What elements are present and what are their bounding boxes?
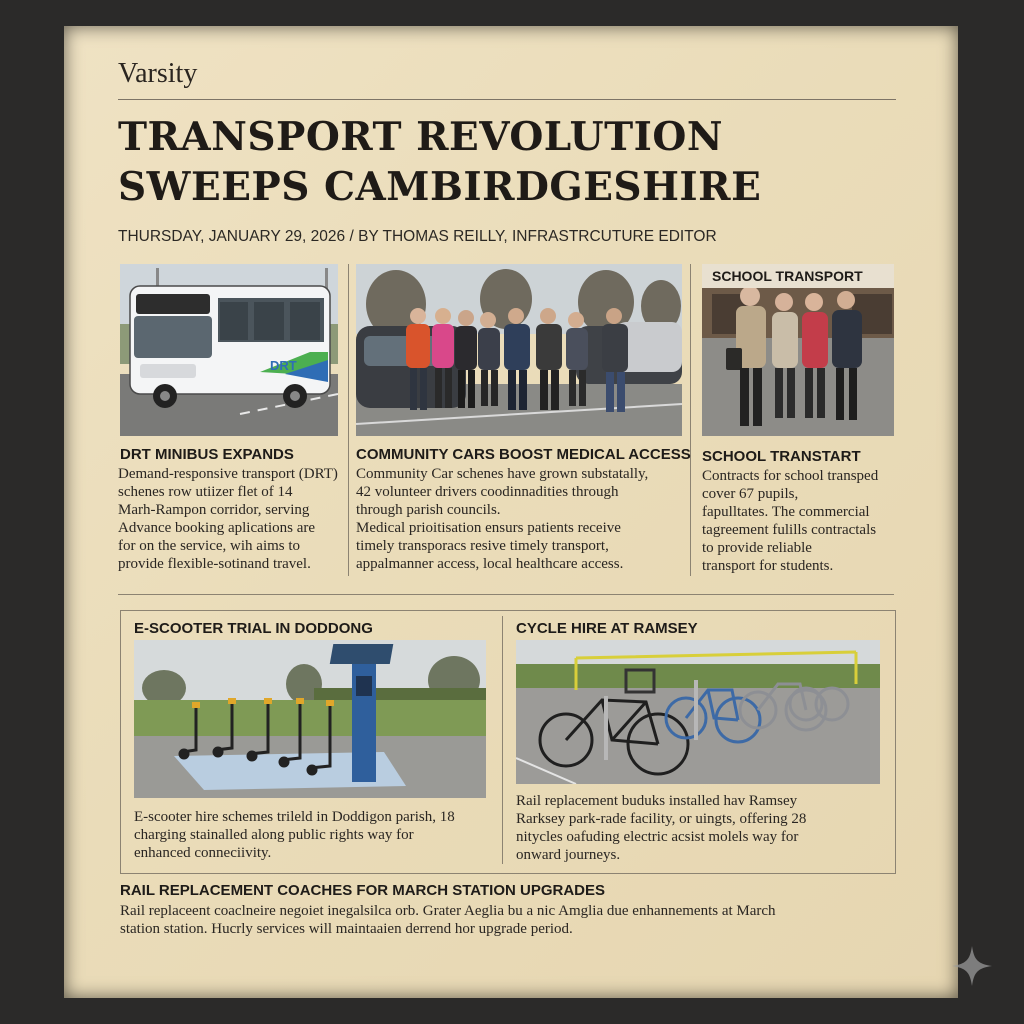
community-body-line: Community Car schenes have grown substatally, xyxy=(356,466,649,482)
drt-body-line: schenes row utiizer flet of 14 xyxy=(118,484,293,500)
school-photo-tag: SCHOOL TRANSPORT xyxy=(702,264,894,288)
escooter-body-line: charging stainalled along public rights way for xyxy=(134,827,414,843)
headline-line-2: SWEEPS CAMBIRDGESHIRE xyxy=(118,164,762,210)
community-body-line: 42 volunteer drivers coodinnadities through xyxy=(356,484,619,500)
masthead: Varsity xyxy=(118,58,198,89)
drt-body-line: Advance booking aplications are xyxy=(118,520,316,536)
rail-kicker: RAIL REPLACEMENT COACHES FOR MARCH STATION UPGRADES xyxy=(120,882,606,899)
escooter-kicker: E-SCOOTER TRIAL IN DODDONG xyxy=(134,620,373,637)
masthead-rule xyxy=(118,99,896,100)
school-body-line: Contracts for school transped xyxy=(702,468,879,484)
rail-body xyxy=(120,902,910,938)
section-divider xyxy=(118,594,894,595)
drt-body-line: for on the service, wih aims to xyxy=(118,538,301,554)
drt-body-line: Demand-responsive transport (DRT) xyxy=(118,466,338,482)
cycle-body-line: Rarksey park-rade facility, or uingts, offering 28 xyxy=(516,811,807,827)
drt-bus-photo xyxy=(120,264,338,436)
community-body-line: appalmanner access, local healthcare access. xyxy=(356,556,624,572)
school-body-line: transport for students. xyxy=(702,558,834,574)
column-divider-1 xyxy=(348,264,349,576)
rail-body-line: Rail replaceent coaclneire negoiet inegalsilca orb. Grater Aeglia bu a nic Amglia due enhannements at March xyxy=(120,903,776,919)
community-body-line: Medical prioitisation ensurs patients receive xyxy=(356,520,621,536)
school-transport-photo xyxy=(702,264,894,436)
rail-body-line: station station. Hucrly services will maintaaien derrend hor upgrade period. xyxy=(120,921,573,937)
sparkle-icon xyxy=(950,944,994,988)
column-divider-2 xyxy=(690,264,691,576)
cycle-body xyxy=(516,792,886,864)
community-body xyxy=(356,465,686,573)
escooter-body xyxy=(134,808,494,862)
community-cars-photo xyxy=(356,264,682,436)
bus-livery-text: DRT xyxy=(270,358,297,373)
escooter-body-line: enhanced conneciivity. xyxy=(134,845,272,861)
school-body-line: to provide reliable xyxy=(702,540,812,556)
minibus-shape xyxy=(130,286,330,408)
school-kicker: SCHOOL TRANSTART xyxy=(702,448,861,465)
cycle-body-line: nitycles oafuding electric acsist molels way for xyxy=(516,829,799,845)
school-body xyxy=(702,467,902,575)
drt-body-line: Marh-Rampon corridor, serving xyxy=(118,502,310,518)
headline-line-1: TRANSPORT REVOLUTION xyxy=(118,114,723,160)
drt-body-line: provide flexible-sotinand travel. xyxy=(118,556,311,572)
column-divider-3 xyxy=(502,616,503,864)
cycle-body-line: Rail replacement buduks installed hav Ramsey xyxy=(516,793,798,809)
school-body-line: fapulltates. The commercial xyxy=(702,504,870,520)
community-body-line: through parish councils. xyxy=(356,502,501,518)
cycle-hire-photo xyxy=(516,640,880,804)
cycle-kicker: CYCLE HIRE AT RAMSEY xyxy=(516,620,698,637)
community-body-line: timely transporacs resive timely transport, xyxy=(356,538,609,554)
escooter-photo xyxy=(134,640,486,798)
school-body-line: cover 67 pupils, xyxy=(702,486,799,502)
page-headline xyxy=(118,112,918,212)
community-kicker: COMMUNITY CARS BOOST MEDICAL ACCESS xyxy=(356,446,691,463)
byline: THURSDAY, JANUARY 29, 2026 / BY THOMAS REILLY, INFRASTRCUTURE EDITOR xyxy=(118,228,717,245)
cycle-body-line: onward journeys. xyxy=(516,847,621,863)
drt-kicker: DRT MINIBUS EXPANDS xyxy=(120,446,294,463)
drt-body xyxy=(118,465,348,573)
escooter-body-line: E-scooter hire schemes trileld in Doddigon parish, 18 xyxy=(134,809,455,825)
school-body-line: tagreement fulills contractals xyxy=(702,522,877,538)
